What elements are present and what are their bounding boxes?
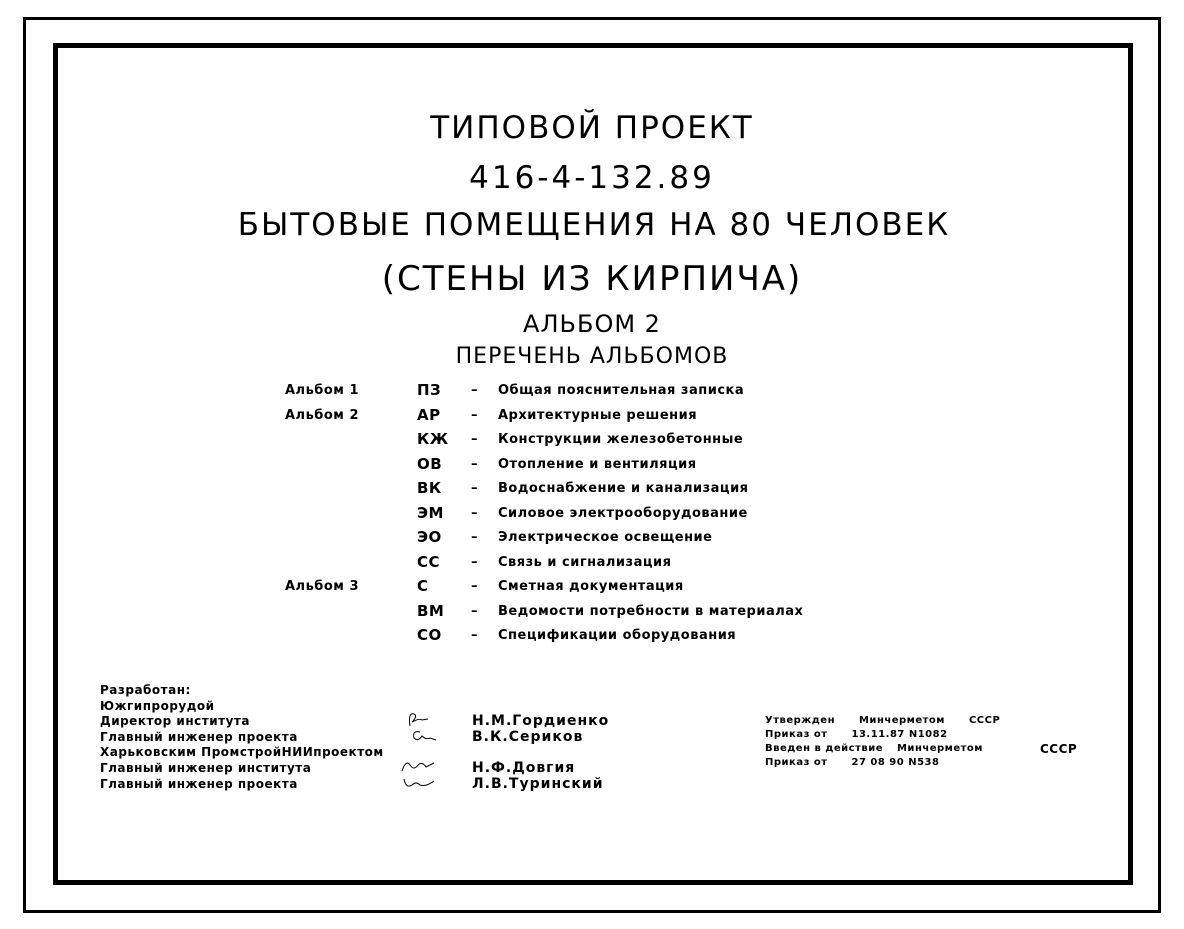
- signature-icon: [400, 771, 440, 793]
- album-dash: –: [471, 505, 478, 521]
- album-dash: –: [471, 579, 478, 594]
- project-number: 416-4-132.89: [469, 160, 715, 196]
- album-code: ЭО: [417, 528, 442, 546]
- album-code: АР: [417, 405, 441, 424]
- album-dash: –: [471, 383, 478, 398]
- album-dash: –: [471, 432, 478, 447]
- album-code: СО: [417, 626, 442, 644]
- album-title: Водоснабжение и канализация: [498, 481, 749, 496]
- chief-engineer-project-label: Главный инженер проекта: [100, 776, 298, 791]
- album-code: ЭМ: [417, 503, 444, 522]
- album-title: Архитектурные решения: [498, 407, 698, 423]
- introduced-ussr: СССР: [1040, 742, 1078, 756]
- credits-block: [100, 683, 610, 792]
- chief-engineer-institute-label: Главный инженер института: [100, 760, 312, 775]
- approved-by: Минчерметом: [858, 715, 945, 726]
- album-code: ПЗ: [417, 381, 442, 399]
- album-label: Альбом 1: [285, 383, 360, 398]
- album-dash: –: [471, 407, 478, 423]
- album-code: ВМ: [417, 601, 445, 620]
- title-typical-project: ТИПОВОЙ ПРОЕКТ: [430, 110, 754, 146]
- album-dash: –: [471, 554, 478, 570]
- developed-label: Разработан:: [100, 683, 191, 697]
- director-name: Н.М.Гордиенко: [472, 713, 610, 730]
- order1-label: Приказ от: [765, 729, 828, 740]
- album-code: СС: [417, 552, 441, 571]
- album-title: Силовое электрооборудование: [498, 505, 748, 521]
- chief-engineer-label: Главный инженер проекта: [100, 729, 298, 744]
- project-subtitle: (СТЕНЫ ИЗ КИРПИЧА): [381, 259, 803, 299]
- album-code: ВК: [417, 479, 442, 497]
- album-dash: –: [471, 481, 478, 496]
- chief-engineer-institute-name: Н.Ф.Довгия: [472, 759, 576, 776]
- album-code: КЖ: [417, 430, 449, 448]
- album-code: ОВ: [417, 454, 443, 473]
- album-title: Связь и сигнализация: [498, 554, 672, 570]
- album-label: Альбом 3: [285, 579, 360, 594]
- order2-label: Приказ от: [765, 757, 828, 768]
- album-title: Общая пояснительная записка: [498, 383, 745, 398]
- approved-label: Утвержден: [765, 715, 835, 726]
- order1-value: 13.11.87 N1082: [851, 729, 948, 740]
- order2-value: 27 08 90 N538: [851, 757, 940, 768]
- album-title: Электрическое освещение: [498, 530, 713, 545]
- introduced-label: Введен в действие: [765, 743, 883, 754]
- chief-engineer-project-name: Л.В.Туринский: [472, 775, 604, 792]
- album-title: Сметная документация: [498, 579, 684, 594]
- director-label: Директор института: [100, 714, 250, 729]
- album-title: Спецификации оборудования: [498, 628, 737, 643]
- album-dash: –: [471, 628, 478, 643]
- album-title: Ведомости потребности в материалах: [498, 603, 804, 619]
- approved-ussr: СССР: [968, 715, 1001, 726]
- introduced-by: Минчерметом: [896, 743, 983, 754]
- album-code: С: [417, 577, 429, 595]
- chief-engineer-name: В.К.Сериков: [472, 728, 584, 745]
- album-title: Конструкции железобетонные: [498, 432, 744, 447]
- album-dash: –: [471, 603, 478, 619]
- organization-1: Южгипрорудой: [100, 698, 215, 713]
- organization-2: Харьковским ПромстройНИИпроектом: [100, 745, 384, 760]
- album-label: Альбом 2: [285, 407, 360, 423]
- approval-block: [765, 714, 1078, 770]
- album-title: Отопление и вентиляция: [498, 456, 697, 472]
- album-dash: –: [471, 456, 478, 472]
- album-number: АЛЬБОМ 2: [523, 310, 661, 338]
- project-name: БЫТОВЫЕ ПОМЕЩЕНИЯ НА 80 ЧЕЛОВЕК: [237, 207, 951, 243]
- signature-icon: [400, 724, 440, 746]
- album-list-heading: ПЕРЕЧЕНЬ АЛЬБОМОВ: [455, 344, 729, 369]
- album-dash: –: [471, 530, 478, 545]
